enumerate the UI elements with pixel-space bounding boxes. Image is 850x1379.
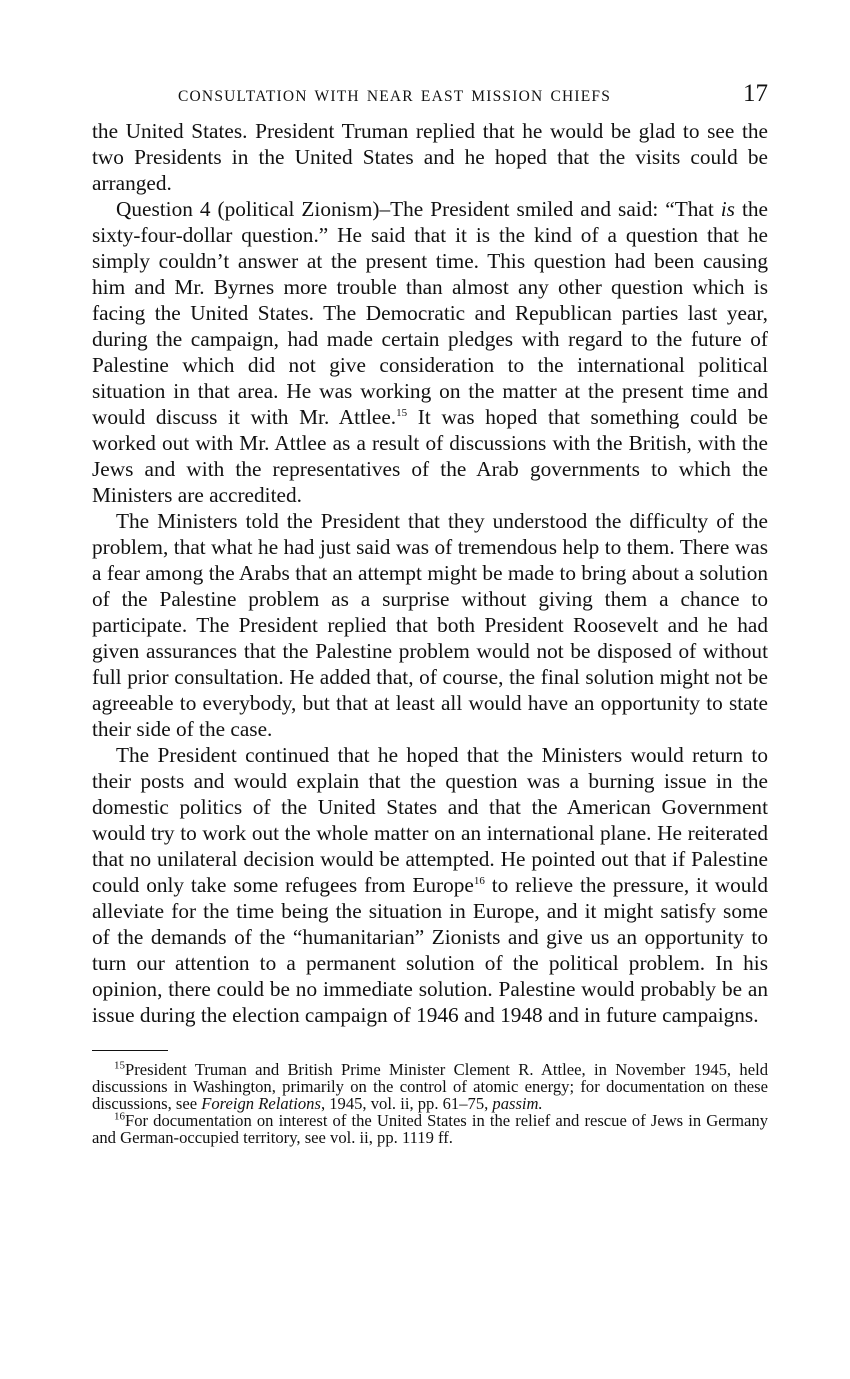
- footnote-15-text-b: , 1945, vol. ii, pp. 61–75,: [320, 1094, 493, 1113]
- page-header: [92, 78, 768, 118]
- paragraph-2-text-a: Question 4 (political Zionism)–The President smiled and said: “That: [116, 197, 721, 221]
- document-page: [92, 78, 768, 1146]
- footnote-ref-16: 16: [473, 874, 485, 887]
- footnote-divider: [92, 1050, 168, 1051]
- footnote-15: [92, 1061, 768, 1112]
- paragraph-1: [92, 118, 768, 196]
- paragraph-4-text-a: The President continued that he hoped that the Ministers would return to their posts and would explain that the question was a burning issue in the domestic politics of the United States and that the American Government would try to work out the whole matter on an international plane. He reiterated that no unilateral decision would be attempted. He pointed out that if Palestine could only take some refugees from Europe: [92, 743, 768, 897]
- body-text: [92, 118, 768, 1028]
- footnote-15-text-a: President Truman and British Prime Minister Clement R. Attlee, in November 1945, held discussions in Washington, primarily on the control of atomic energy; for documentation on these discussions, see: [92, 1060, 768, 1113]
- footnote-15-passim: passim.: [492, 1094, 543, 1113]
- paragraph-3: [92, 508, 768, 742]
- footnote-16: [92, 1112, 768, 1146]
- paragraph-2-emphasis: is: [720, 197, 735, 221]
- page-number: 17: [743, 80, 768, 107]
- paragraph-4: [92, 742, 768, 1028]
- paragraph-2-text-c: It was hoped that something could be worked out with Mr. Attlee as a result of discussions with the British, with the Jews and with the representatives of the Arab governments to which the Ministers are accredited.: [92, 405, 769, 507]
- paragraph-2: [92, 196, 768, 508]
- paragraph-1-text: the United States. President Truman replied that he would be glad to see the two Presidents in the United States and he hoped that the visits could be arranged.: [92, 119, 768, 195]
- paragraph-4-text-b: to relieve the pressure, it would alleviate for the time being the situation in Europe, and it might satisfy some of the demands of the “humanitarian” Zionists and give us an opportunity to turn our attention to a permanent solution of the political problem. In his opinion, there could be no immediate solution. Palestine would probably be an issue during the election campaign of 1946 and 1948 and in future campaigns.: [92, 873, 768, 1027]
- footnote-16-number: 16: [114, 1110, 125, 1123]
- footnote-15-title: Foreign Relations: [201, 1094, 321, 1113]
- running-head: CONSULTATION WITH NEAR EAST MISSION CHIEFS: [178, 88, 612, 105]
- paragraph-3-text: The Ministers told the President that they understood the difficulty of the problem, that what he had just said was of tremendous help to them. There was a fear among the Arabs that an attempt might be made to bring about a solution of the Palestine problem as a surprise without giving them a chance to participate. The President replied that both President Roosevelt and he had given assurances that the Palestine problem would not be disposed of without full prior consultation. He added that, of course, the final solution might not be agreeable to everybody, but that at least all would have an opportunity to state their side of the case.: [92, 509, 768, 741]
- footnote-ref-15: 15: [396, 406, 408, 419]
- footnote-16-text: For documentation on interest of the United States in the relief and rescue of Jews in Germany and German-occupied territory, see vol. ii, pp. 1119 ff.: [92, 1111, 768, 1147]
- footnotes: [92, 1061, 768, 1146]
- paragraph-2-text-b: the sixty-four-dollar question.” He said that it is the kind of a question that he simply couldn’t answer at the present time. This question had been causing him and Mr. Byrnes more trouble than almost any other question which is facing the United States. The Democratic and Republican parties last year, during the campaign, had made certain pledges with regard to the future of Palestine which did not give consideration to the international political situation in that area. He was working on the matter at the present time and would discuss it with Mr. Attlee.: [92, 197, 768, 429]
- footnote-15-number: 15: [114, 1059, 125, 1072]
